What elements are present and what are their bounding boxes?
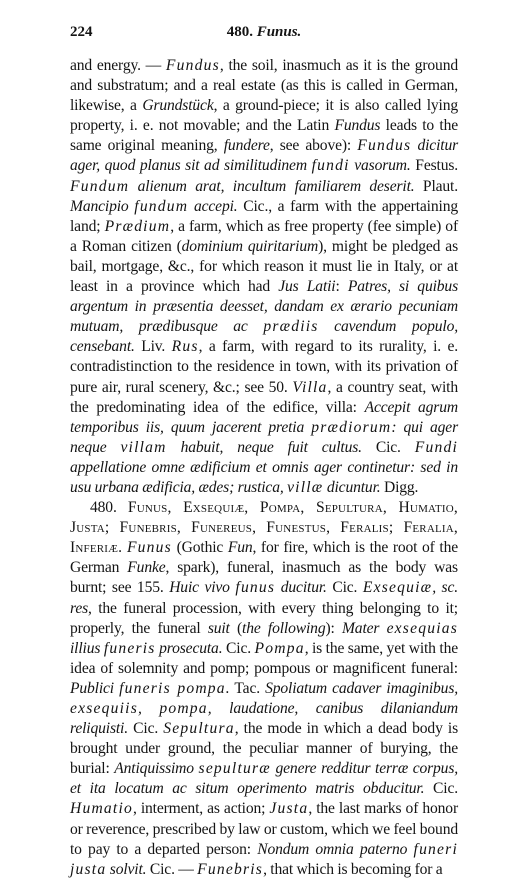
text-run: Villa [292, 378, 328, 396]
text-run: prosecuta. [155, 639, 223, 657]
text-run: cavendum populo, censebant. [70, 318, 458, 356]
text-run: ): [325, 619, 342, 637]
text-run: , [137, 700, 160, 717]
text-run: , a country seat, with the predominating idea of the edifice, villa: [70, 378, 458, 416]
text-run: prædiis [263, 318, 319, 336]
text-run: Sepultura [163, 720, 235, 738]
section-title: Funus. [256, 24, 302, 40]
text-run: Jus Latii [278, 278, 336, 296]
text-run: Cic. [326, 579, 363, 597]
text-run: vasorum. [349, 157, 411, 175]
text-run: pompa [159, 700, 208, 717]
text-run: prædiorum [311, 418, 392, 436]
text-run: fundere [223, 137, 270, 155]
text-run: , the funeral procession, with every thing belonging to it; properly, the funeral [70, 599, 458, 637]
text-run: Fundus [357, 137, 412, 155]
text-run: funeri justa [70, 840, 458, 878]
text-run: Fundus [165, 57, 220, 74]
paragraph-fundus [70, 56, 458, 498]
text-run: funeris pompa [119, 679, 226, 697]
text-run: Publici [70, 679, 120, 697]
text-run: ducitur. [275, 579, 327, 597]
text-run: Funus [126, 539, 172, 557]
text-run: Pompa [254, 639, 305, 657]
text-run: funus [235, 579, 276, 597]
text-run: , a farm, with regard to its rurality, i. e. contradistinction to the residence in town, with its privation of pure air, rural scenery, &c.; see 50. [70, 338, 458, 396]
text-run: solvit. [106, 860, 147, 878]
page-header [70, 24, 458, 46]
section-number: 480. [226, 24, 253, 40]
text-run: genere redditur terræ corpus, et ita locatum ac situm operimento matris obducitur. [70, 760, 458, 798]
text-run: Plaut. [414, 177, 458, 195]
text-run: accepi. [188, 197, 238, 215]
text-run: funeris [103, 639, 156, 657]
text-run: , spark), funeral, inasmuch as the body was burnt; see 155. [70, 559, 458, 597]
text-run: Tac. [229, 679, 266, 697]
text-run: ), might be pledged as bail, mortgage, &c., for which reason it must lie in Italy, or at least in a province which had [70, 237, 458, 296]
text-run: Patres, si quibus argentum in præsentia deesset, dandam ex ærario pecuniam mutuam, prædibusque ac [70, 278, 458, 336]
page-number: 224 [70, 24, 93, 40]
text-run: Prædium [104, 217, 171, 235]
text-run: : qui ager neque [70, 418, 458, 456]
text-run: Fun [227, 539, 253, 557]
text-run: , laudatione, canibus dilaniandum reliquisti. [70, 700, 458, 738]
text-run: Fundum [70, 177, 130, 195]
text-run: : [335, 278, 348, 296]
running-head [70, 24, 458, 41]
text-run: , sc. res [70, 579, 458, 617]
text-run: Grundstück [142, 97, 214, 115]
text-run: Cic. [127, 720, 164, 738]
text-run: . [225, 679, 230, 697]
text-run: , the mode in which a dead body is brought under ground, the peculiar manner of burying, the burial: [70, 720, 458, 778]
text-run: villæ [287, 478, 324, 496]
text-run: , the soil, inasmuch as it is the ground and substratum; and a real estate (as this is called in German, likewise, a [70, 57, 458, 115]
text-run: Exsequiæ [362, 579, 433, 597]
text-run: (Gothic [171, 539, 228, 557]
text-run: habuit, neque fuit cultus. [166, 438, 362, 456]
text-run: the following [242, 619, 326, 637]
text-run: fundi [311, 157, 350, 175]
text-run: dicuntur. [323, 478, 381, 496]
text-run: Funus, Exsequiæ, Pompa, Sepultura, Humatio, Justa; Funebris, Funereus, Funestus, Feralis; Feralia, Inferiæ. [70, 499, 458, 557]
text-run: leads to the same original meaning, [70, 117, 458, 155]
text-run: fundum [134, 197, 189, 215]
text-run: Mater [341, 619, 387, 637]
text-run: dicitur ager, quod planus sit ad similitudinem [70, 137, 459, 175]
text-run: Liv. [134, 338, 172, 356]
text-run: Funebris [197, 860, 264, 878]
text-run: illius [70, 639, 104, 657]
text-run: , that which is becoming for a [263, 860, 443, 878]
text-run: Cic. — [146, 860, 198, 878]
text-run: Fundi [414, 438, 458, 456]
text-run: dominium quiritarium [181, 237, 319, 255]
text-run: sepulturæ [198, 760, 271, 778]
text-run: Accepit agrum temporibus iis, quum jacerent pretia [70, 398, 458, 436]
text-run: , the last marks of honor or reverence, prescribed by law or custom, which we feel bound to pay to a departed person: [70, 800, 458, 858]
text-run: , for fire, which is the root of the German [70, 539, 458, 577]
text-run: Festus. [410, 157, 459, 175]
text-run: Cic., a farm with the appertaining land; [70, 197, 458, 235]
text-run: exsequiis [70, 700, 138, 717]
text-run: Antiquissimo [114, 760, 199, 778]
text-run: suit [207, 619, 230, 637]
text-run: Cic. [222, 639, 255, 657]
body-text [70, 56, 458, 880]
text-run: Humatio [70, 800, 133, 818]
text-run: villam [120, 438, 167, 456]
text-run: Cic. [361, 438, 415, 456]
text-run: alienum arat, incultum familiarem deserit. [129, 177, 415, 195]
text-run: , a farm, which as free property (fee simple) of a Roman citizen ( [70, 217, 458, 255]
text-run: 480. [90, 499, 128, 517]
text-run: , see above): [269, 137, 358, 155]
text-run: Justa [269, 800, 309, 818]
text-run: Fundus [334, 117, 381, 135]
text-run: ( [229, 619, 243, 637]
text-run: , interment, as action; [132, 800, 270, 818]
text-run: and energy. — [70, 57, 166, 74]
text-run: Cic. [424, 780, 459, 798]
text-run: Rus [171, 338, 199, 356]
text-run: Nondum omnia paterno [257, 840, 414, 858]
text-run: Huic vivo [169, 579, 236, 597]
text-run: Digg. [380, 478, 419, 496]
text-run: appellatione omne ædificium et omnis ager continetur: sed in usu urbana ædificia, ædes; rustica, [70, 458, 458, 496]
paragraph-480-funus [70, 498, 458, 880]
text-run: Spoliatum cadaver imaginibus, [265, 679, 458, 697]
text-run: Funke [127, 559, 166, 577]
text-run: Mancipio [70, 197, 135, 215]
text-run: , a ground-piece; it is also called lying property, i. e. not movable; and the Latin [70, 97, 459, 135]
text-run: , is the same, yet with the idea of solemnity and pomp; pompous or magnificent funeral: [70, 639, 458, 677]
text-run: exsequias [386, 619, 458, 637]
